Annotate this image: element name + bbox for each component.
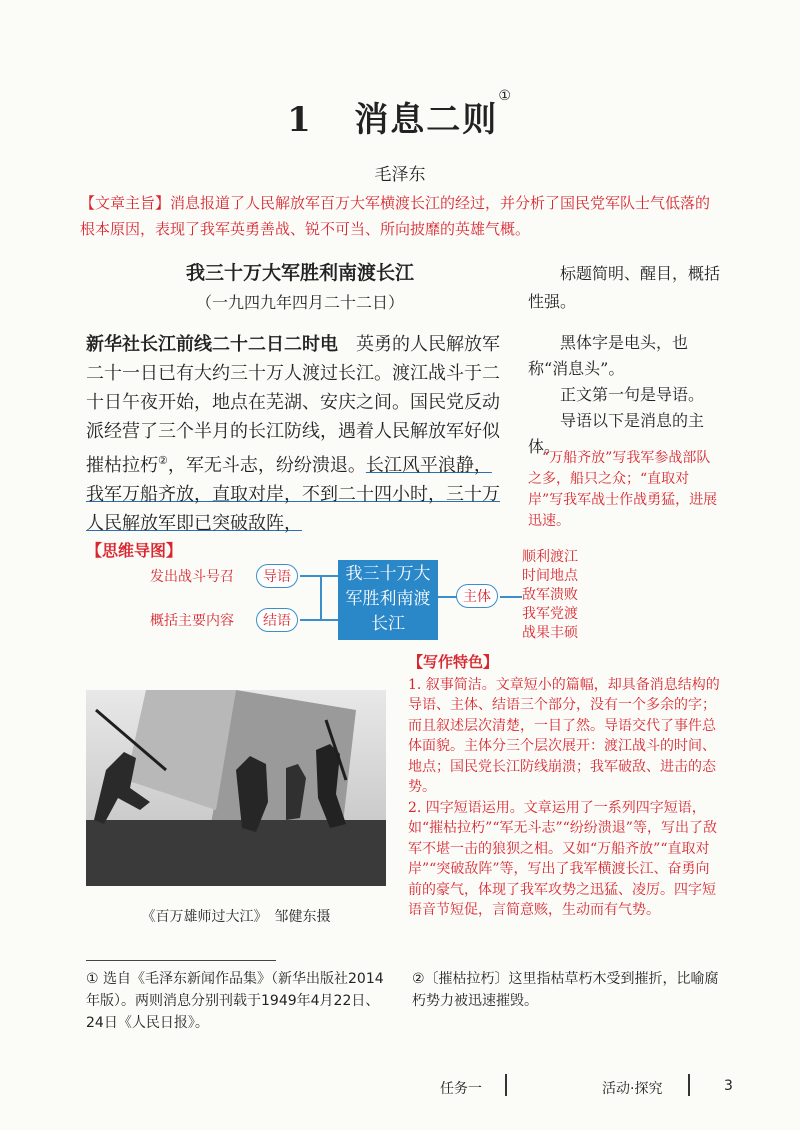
theme-text: 消息报道了人民解放军百万大军横渡长江的经过，并分析了国民党军队士气低落的根本原因，表现了我军英勇善战、锐不可当、所向披靡的英雄气概。 bbox=[80, 194, 711, 238]
connector bbox=[320, 575, 322, 620]
lesson-number: 1 bbox=[287, 100, 313, 140]
mindmap-body-item: 敌军溃败 bbox=[522, 587, 578, 603]
feature-2: 2. 四字短语运用。文章运用了一系列四字短语，如“摧枯拉朽”“军无斗志”“纷纷溃退”等，写出了敌军不堪一击的狼狈之相。又如“万船齐放”“直取对岸”“突破敌阵”等，写出了我军横渡长江、奋勇向前的豪气，体现了我军攻势之迅猛、凌厉。四字短语音节短促，言简意赅，生动而有气势。 bbox=[408, 799, 717, 918]
footer-task: 任务一 bbox=[440, 1081, 482, 1097]
mindmap-left-note-1: 发出战斗号召 bbox=[150, 569, 234, 585]
connector bbox=[438, 596, 458, 598]
historical-photo bbox=[86, 690, 386, 886]
side-note-structure bbox=[528, 330, 724, 460]
footer-divider bbox=[505, 1074, 507, 1096]
side-note-line: 正文第一句是导语。 bbox=[560, 385, 705, 404]
photo-caption: 《百万雄师过大江》 邹健东摄 bbox=[141, 909, 331, 925]
lesson-title-text: 消息二则 bbox=[354, 100, 499, 140]
mindmap-body-list bbox=[522, 548, 602, 643]
theme-label: 【文章主旨】 bbox=[80, 194, 171, 212]
footer-divider bbox=[688, 1074, 690, 1096]
footer-section: 活动·探究 bbox=[602, 1081, 663, 1097]
mindmap-center: 我三十万大军胜利南渡长江 bbox=[338, 560, 438, 640]
article-headline: 我三十万大军胜利南渡长江 bbox=[185, 262, 414, 284]
side-note-line: 黑体字是电头，也称“消息头”。 bbox=[528, 333, 689, 378]
mindmap-body-item: 顺利渡江 bbox=[522, 549, 578, 565]
mindmap-pill-ending: 结语 bbox=[256, 608, 298, 632]
article-date: （一九四九年四月二十二日） bbox=[195, 293, 404, 312]
underlined-text: 长江风平浪静，我军万船齐放，直取对岸，不到二十四小时，三十万人民解放军即已突破敌阵， bbox=[86, 455, 500, 534]
footnote-divider bbox=[86, 960, 276, 961]
mindmap-body-item: 战果丰硕 bbox=[522, 625, 578, 641]
theme-annotation bbox=[80, 190, 720, 242]
features-label: 【写作特色】 bbox=[408, 653, 499, 671]
article-body bbox=[86, 330, 502, 538]
mindmap-body-item: 我军党渡 bbox=[522, 606, 578, 622]
connector bbox=[500, 596, 522, 598]
mindmap-pill-lead: 导语 bbox=[256, 564, 298, 588]
footnote-1: ① 选自《毛泽东新闻作品集》（新华出版社2014年版）。两则消息分别刊载于1949年4月22日、24日《人民日报》。 bbox=[86, 971, 384, 1031]
footnote-2: ②〔摧枯拉朽〕这里指枯草朽木受到摧折，比喻腐朽势力被迅速摧毁。 bbox=[412, 971, 719, 1009]
page-number: 3 bbox=[724, 1078, 733, 1094]
body-text-2: ，军无斗志，纷纷溃退。 bbox=[167, 455, 366, 476]
writing-features bbox=[408, 652, 720, 921]
dateline: 新华社长江前线二十二日二时电 bbox=[86, 334, 338, 355]
side-note-title: 标题简明、醒目，概括性强。 bbox=[528, 264, 721, 311]
mindmap-label: 【思维导图】 bbox=[86, 541, 183, 560]
body-text-1: 英勇的人民解放军二十一日已有大约三十万人渡过长江。渡江战斗于二十日午夜开始，地点在芜湖、安庆之间。国民党反动派经营了三个半月的长江防线，遇着人民解放军好似摧枯拉朽 bbox=[86, 334, 500, 476]
mindmap-pill-body: 主体 bbox=[456, 584, 498, 608]
title-footnote-mark: ① bbox=[498, 88, 513, 104]
mindmap-left-note-2: 概括主要内容 bbox=[150, 613, 234, 629]
footnote-mark-2: ② bbox=[158, 454, 168, 467]
author: 毛泽东 bbox=[374, 165, 426, 185]
side-note-line: 导语以下是消息的主体。 bbox=[528, 411, 705, 456]
mindmap-body-item: 时间地点 bbox=[522, 568, 578, 584]
side-note-handwritten: “万船齐放”写我军参战部队之多，船只之众；“直取对岸”写我军战士作战勇猛，进展迅速。 bbox=[528, 450, 718, 529]
lesson-title bbox=[0, 88, 800, 141]
feature-1: 1. 叙事简洁。文章短小的篇幅，却具备消息结构的导语、主体、结语三个部分，没有一个多余的字；而且叙述层次清楚，一目了然。导语交代了事件总体面貌。主体分三个层次展开：渡江战斗的时间、地点；国民党长江防线崩溃；我军破敌、进击的态势。 bbox=[408, 676, 720, 795]
